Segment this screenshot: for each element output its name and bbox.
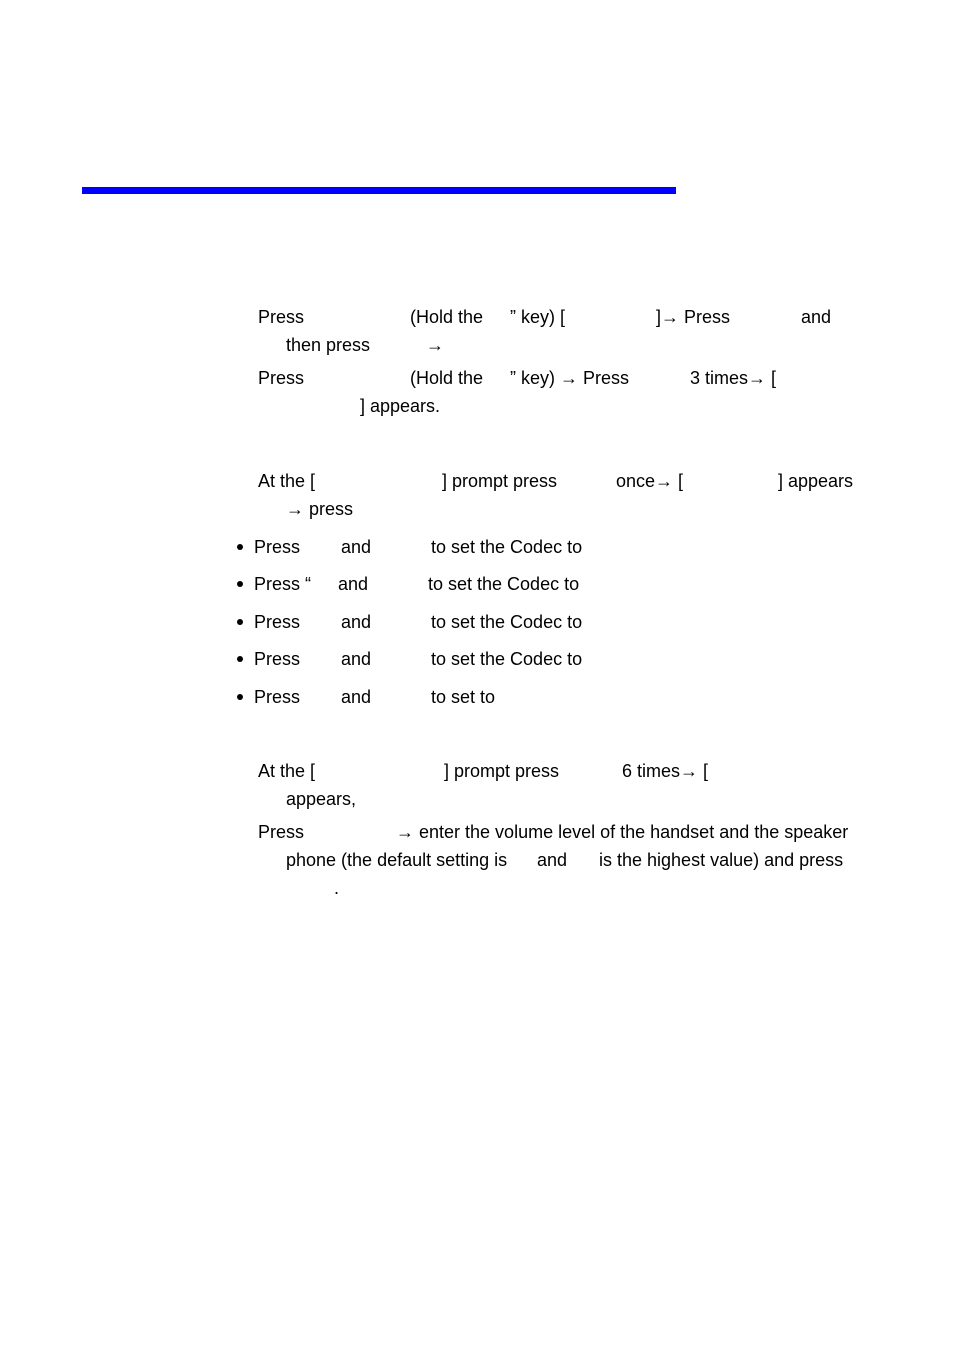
bullet-2-press: Press “ bbox=[254, 574, 312, 594]
bullet-dot bbox=[237, 581, 243, 587]
bullet-5-press: Press bbox=[254, 687, 301, 707]
s3-l4-phone: phone (the default setting is bbox=[286, 850, 508, 870]
s1-l1-key: ” key) [ bbox=[510, 307, 566, 327]
bullet-4-press: Press bbox=[254, 649, 301, 669]
s1-l1-hold: (Hold the bbox=[410, 307, 484, 327]
s1-l2-arrow: → bbox=[426, 335, 444, 355]
s1-l3-press: Press bbox=[258, 368, 305, 388]
s1-l3-hold: (Hold the bbox=[410, 368, 484, 388]
s3-l4-rest: is the highest value) and press bbox=[599, 850, 844, 870]
s1-l4-appears: ] appears. bbox=[360, 396, 441, 416]
s2-l1-once: once→ [ bbox=[616, 471, 684, 491]
s1-l3-key: ” key) → Press bbox=[510, 368, 630, 388]
s3-l1-at-the: At the [ bbox=[258, 761, 316, 781]
s3-l1-prompt: ] prompt press bbox=[444, 761, 560, 781]
s1-l1-press: Press bbox=[258, 307, 305, 327]
bullet-1-rest: to set the Codec to bbox=[431, 537, 583, 557]
s1-l1-arrow-press: ]→ Press bbox=[656, 307, 731, 327]
s3-l4-and: and bbox=[537, 850, 568, 870]
s2-l1-prompt: ] prompt press bbox=[442, 471, 558, 491]
bullet-5-rest: to set to bbox=[431, 687, 496, 707]
s3-l3-rest: → enter the volume level of the handset and the speaker bbox=[396, 822, 849, 842]
bullet-dot bbox=[237, 656, 243, 662]
bullet-2-and: and bbox=[338, 574, 369, 594]
s1-l1-and: and bbox=[801, 307, 832, 327]
s2-l1-appears: ] appears bbox=[778, 471, 854, 491]
s2-l2-press: → press bbox=[286, 499, 354, 519]
bullet-dot bbox=[237, 619, 243, 625]
bullet-1-press: Press bbox=[254, 537, 301, 557]
s1-l2-then-press: then press bbox=[286, 335, 371, 355]
s3-l5-dot: . bbox=[334, 878, 340, 898]
bullet-3-press: Press bbox=[254, 612, 301, 632]
bullet-4-and: and bbox=[341, 649, 372, 669]
s3-l2-appears: appears, bbox=[286, 789, 357, 809]
s1-l3-times: 3 times→ [ bbox=[690, 368, 777, 388]
bullet-3-and: and bbox=[341, 612, 372, 632]
bullet-dot bbox=[237, 544, 243, 550]
bullet-2-rest: to set the Codec to bbox=[428, 574, 580, 594]
bullet-1-and: and bbox=[341, 537, 372, 557]
bullet-dot bbox=[237, 694, 243, 700]
bullet-4-rest: to set the Codec to bbox=[431, 649, 583, 669]
bullet-5-and: and bbox=[341, 687, 372, 707]
heading-rule bbox=[82, 187, 676, 194]
bullet-3-rest: to set the Codec to bbox=[431, 612, 583, 632]
s3-l3-press: Press bbox=[258, 822, 305, 842]
s2-l1-at-the: At the [ bbox=[258, 471, 316, 491]
s3-l1-times: 6 times→ [ bbox=[622, 761, 709, 781]
